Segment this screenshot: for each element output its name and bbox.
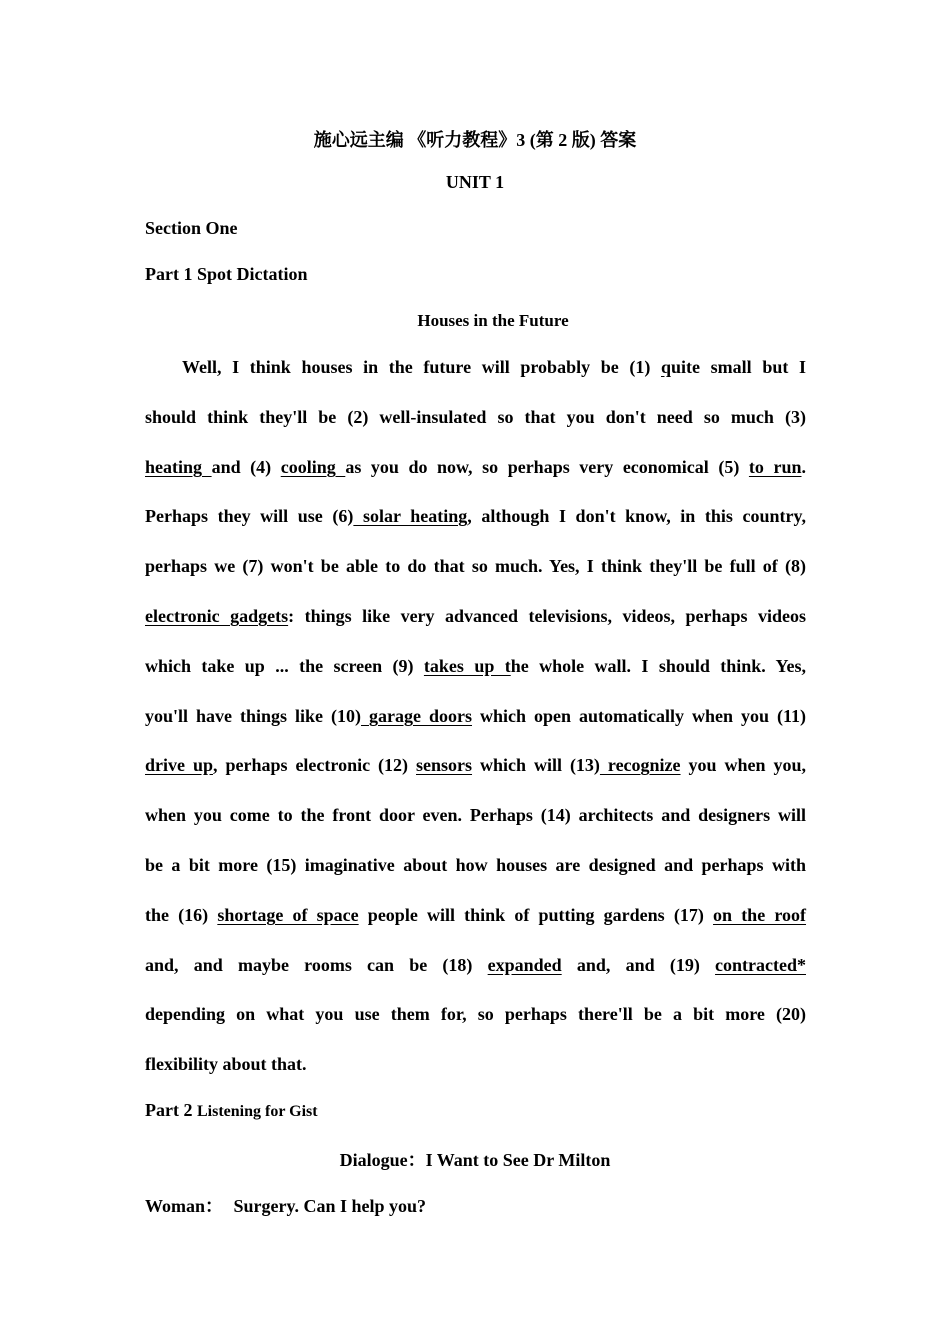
passage-line — [145, 855, 806, 876]
part2-label: Part 2 — [145, 1100, 193, 1120]
passage-line — [145, 656, 806, 677]
passage-text: when you come to the front door even. Perhaps (14) architects and designers will — [145, 805, 806, 825]
passage-text: . — [801, 457, 806, 477]
answer-blank: to run — [748, 457, 802, 477]
answer-blank: expanded — [487, 955, 562, 975]
passage-line — [145, 1004, 806, 1025]
passage-text: he whole wall. I should think. Yes, — [510, 656, 807, 676]
answer-blank: solar heating — [353, 506, 468, 526]
passage-line — [145, 955, 806, 976]
answer-blank: cooling — [280, 457, 346, 477]
passage-text: and, and maybe rooms can be (18) — [145, 955, 488, 975]
passage-text: and, and (19) — [561, 955, 716, 975]
passage-text: Perhaps they will use (6) — [145, 506, 354, 526]
dialogue-line — [145, 1192, 426, 1218]
answer-blank: drive up — [145, 755, 213, 775]
answer-blank: contracted* — [715, 955, 806, 975]
passage-text: which take up ... the screen (9) — [145, 656, 424, 676]
passage-text: depending on what you use them for, so perhaps there'll be a bit more (20) — [145, 1004, 806, 1024]
passage-text: the (16) — [145, 905, 218, 925]
passage-text: be a bit more (15) imaginative about how houses are designed and perhaps with — [145, 855, 806, 875]
passage-line — [182, 357, 806, 378]
unit-heading: UNIT 1 — [445, 172, 505, 192]
section-heading: Section One — [145, 218, 238, 238]
speaker-label: Woman： — [145, 1196, 224, 1216]
passage-text: which open automatically when you (11) — [472, 706, 806, 726]
answer-blank: garage doors — [361, 706, 472, 726]
answer-blank: electronic gadgets — [145, 606, 289, 626]
passage-text: Well, I think houses in the future will probably be (1) — [182, 357, 662, 377]
passage-text: , although I don't know, in this country, — [467, 506, 806, 526]
dialogue-title: Dialogue：I Want to See Dr Milton — [339, 1150, 611, 1170]
passage-text: you when you, — [680, 755, 806, 775]
passage-text: uite small but I — [671, 357, 806, 377]
answer-blank: sensors — [416, 755, 473, 775]
answer-blank: shortage of space — [217, 905, 359, 925]
passage-line — [145, 905, 806, 926]
passage-text: as you do now, so perhaps very economical (5) — [345, 457, 749, 477]
passage-text: people will think of putting gardens (17) — [358, 905, 714, 925]
passage-line — [145, 606, 806, 627]
answer-blank: takes up t — [423, 656, 511, 676]
passage-text: you'll have things like (10) — [145, 706, 362, 726]
passage-title: Houses in the Future — [417, 311, 569, 330]
passage-text: perhaps we (7) won't be able to do that so much. Yes, I think they'll be full of (8) — [145, 556, 806, 576]
passage-line — [145, 506, 806, 527]
passage-text: which will (13) — [472, 755, 600, 775]
passage-line — [145, 706, 806, 727]
passage-line — [145, 805, 806, 826]
passage-text: and (4) — [211, 457, 281, 477]
passage-line — [145, 407, 806, 428]
passage-text: flexibility about that. — [145, 1054, 307, 1074]
passage-line — [145, 755, 806, 776]
document-title: 施心远主编 《听力教程》3 (第 2 版) 答案 — [313, 130, 637, 150]
part1-heading: Part 1 Spot Dictation — [145, 264, 308, 284]
answer-blank: recognize — [599, 755, 681, 775]
answer-blank: heating — [145, 457, 212, 477]
answer-blank: on the roof — [713, 905, 807, 925]
part2-subheading: Listening for Gist — [196, 1103, 318, 1120]
passage-line — [145, 1054, 307, 1075]
passage-text: should think they'll be (2) well-insulated so that you don't need so much (3) — [145, 407, 806, 427]
speaker-text: Surgery. Can I help you? — [233, 1196, 427, 1216]
passage-line — [145, 556, 806, 577]
passage-text: , perhaps electronic (12) — [212, 755, 416, 775]
passage-text: : things like very advanced televisions, videos, perhaps videos — [288, 606, 806, 626]
part2-heading — [145, 1100, 318, 1121]
answer-blank: q — [661, 357, 672, 377]
passage-line — [145, 457, 806, 478]
